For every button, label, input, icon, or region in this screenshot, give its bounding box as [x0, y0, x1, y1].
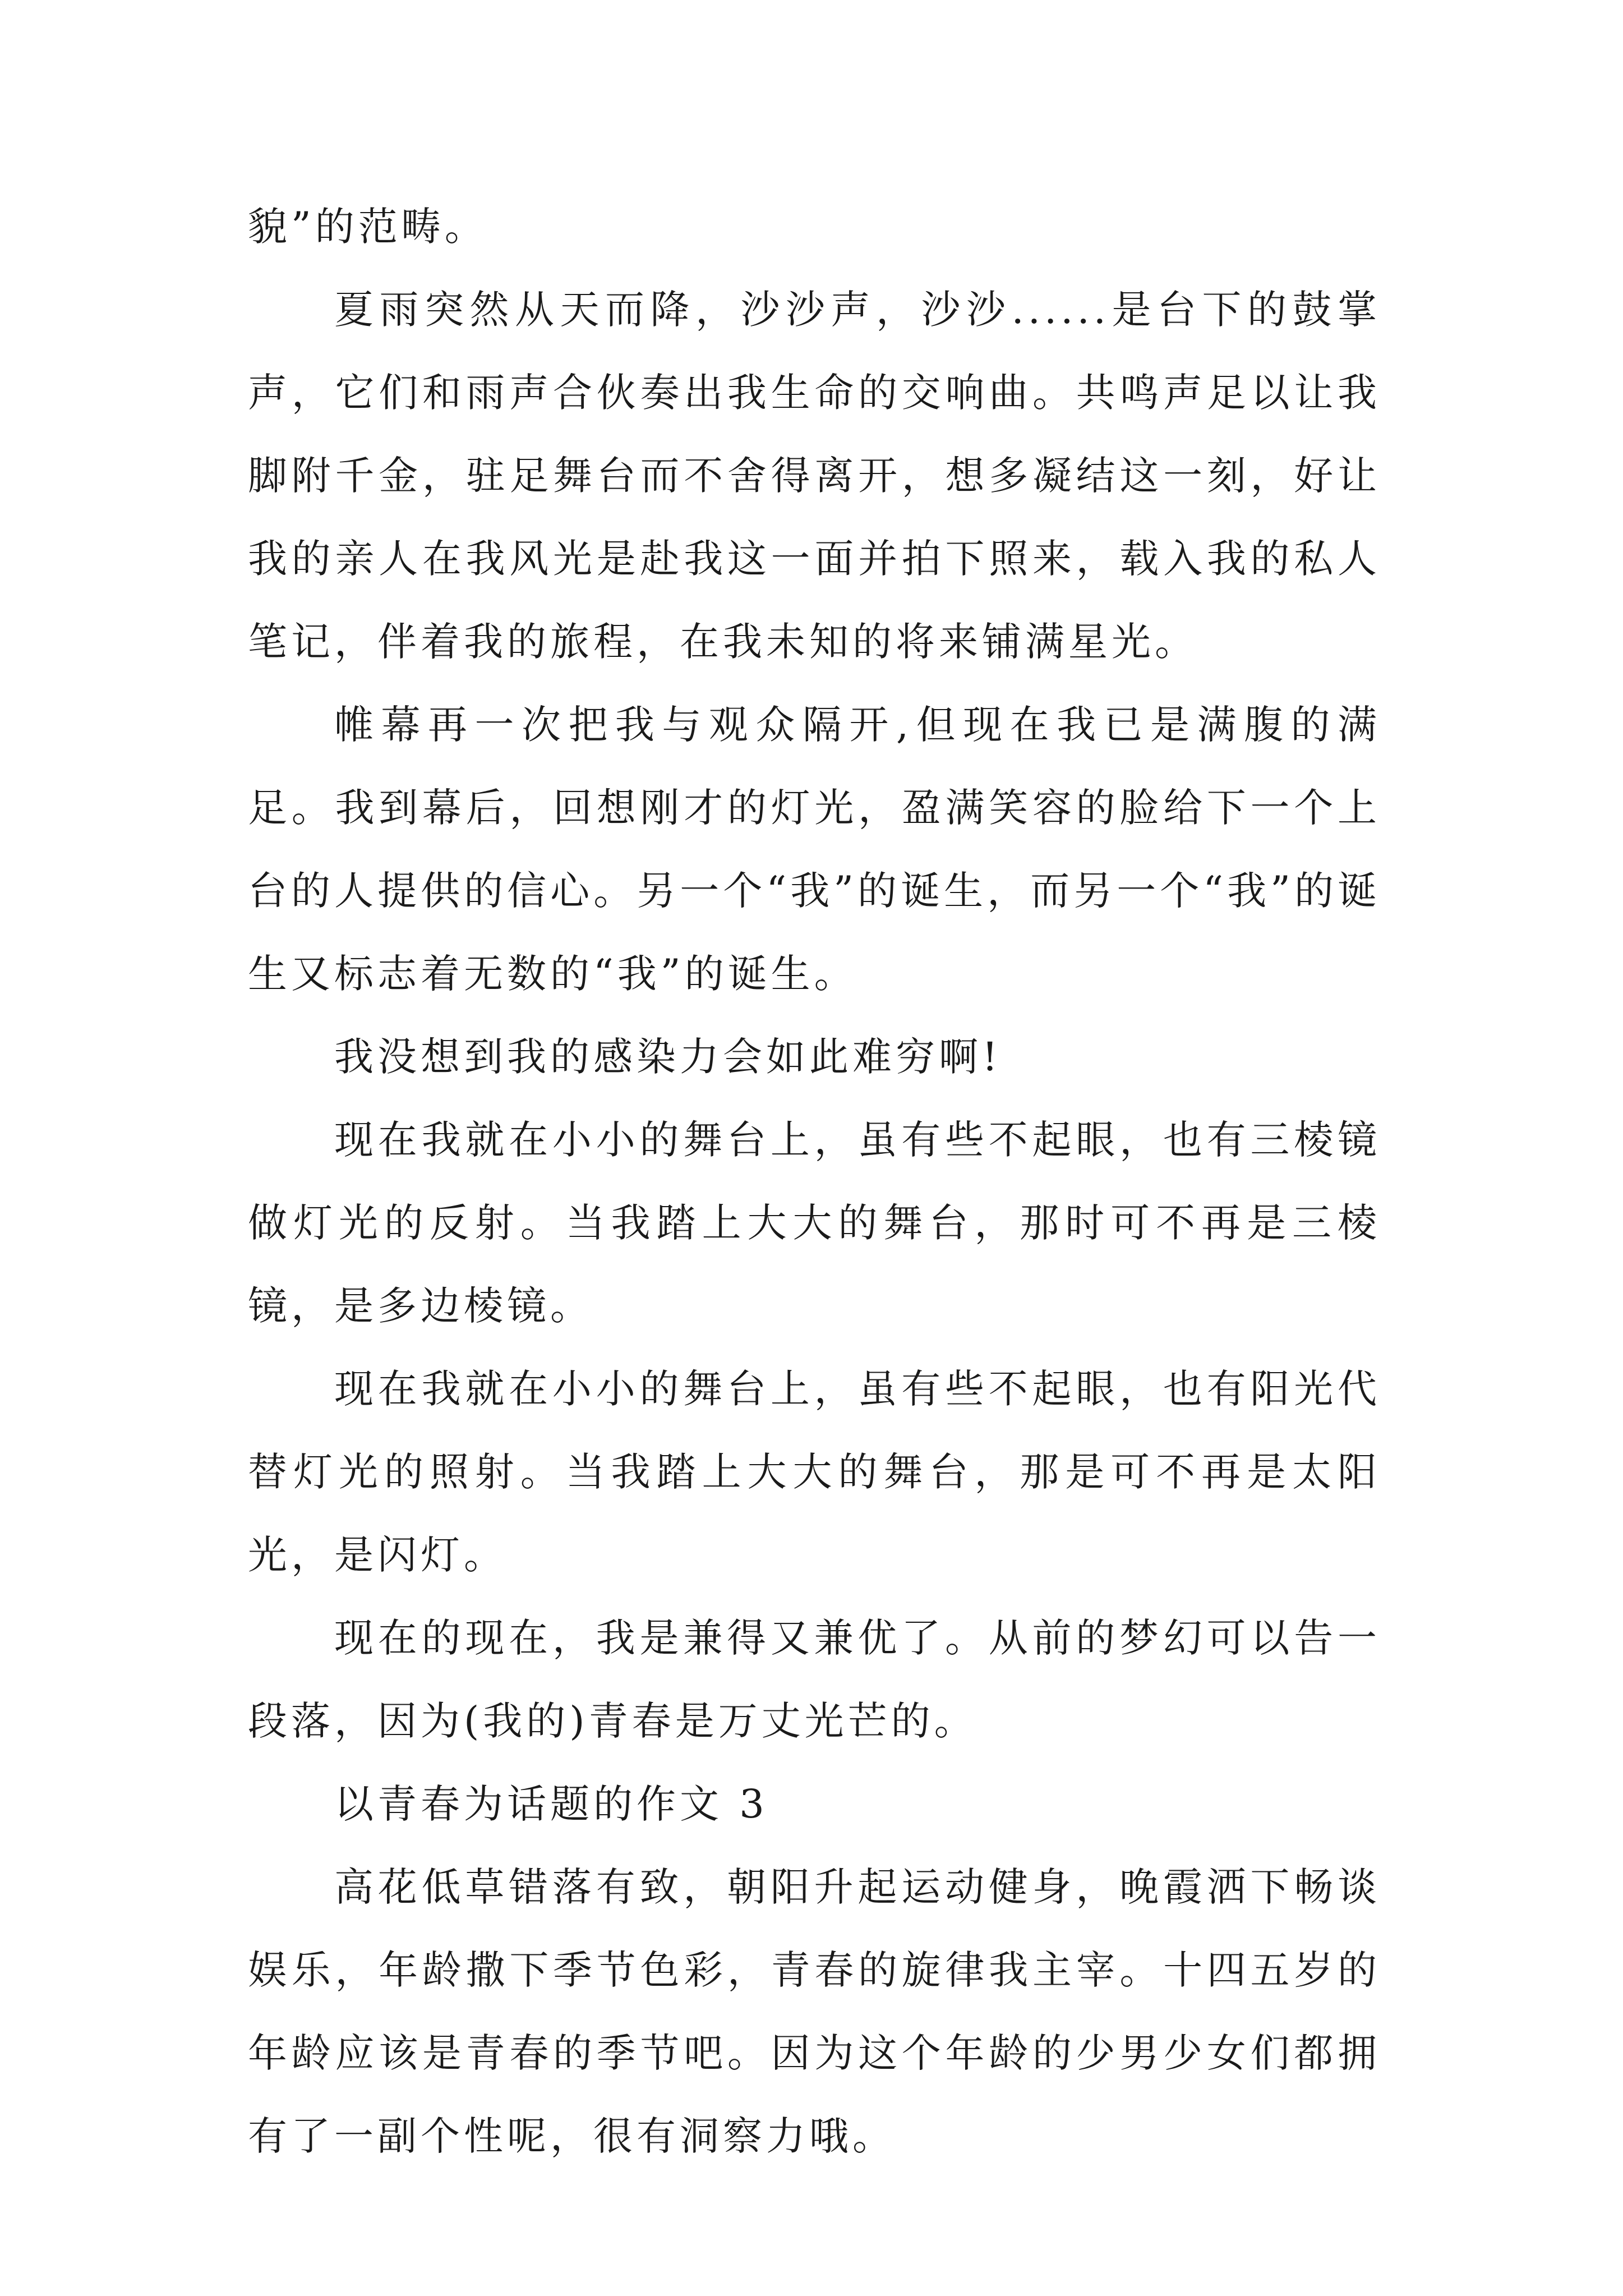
paragraph-summer-rain: 夏雨突然从天而降，沙沙声，沙沙......是台下的鼓掌声，它们和雨声合伙奏出我生命的交响曲。共鸣声足以让我脚附千金，驻足舞台而不舍得离开，想多凝结这一刻，好让我的亲人在我风光是赴我这一面并拍下照来，载入我的私人笔记，伴着我的旅程，在我未知的将来铺满星光。 [248, 287, 1381, 665]
paragraph-influence: 我没想到我的感染力会如此难穷啊! [334, 1034, 1002, 1080]
paragraph-sunlight: 现在我就在小小的舞台上，虽有些不起眼，也有阳光代替灯光的照射。当我踏上大大的舞台，那是可不再是太阳光，是闪灯。 [248, 1366, 1381, 1578]
document-body [248, 185, 1381, 2178]
paragraph-curtain: 帷幕再一次把我与观众隔开,但现在我已是满腹的满足。我到幕后，回想刚才的灯光，盈满笑容的脸给下一个上台的人提供的信心。另一个“我”的诞生，而另一个“我”的诞生又标志着无数的“我”的诞生。 [248, 702, 1381, 997]
paragraph-prism: 现在我就在小小的舞台上，虽有些不起眼，也有三棱镜做灯光的反射。当我踏上大大的舞台，那时可不再是三棱镜，是多边棱镜。 [248, 1117, 1381, 1329]
paragraph-present: 现在的现在，我是兼得又兼优了。从前的梦幻可以告一段落，因为(我的)青春是万丈光芒的。 [248, 1615, 1381, 1744]
section-heading: 以青春为话题的作文 3 [334, 1781, 768, 1827]
paragraph-youth-season: 高花低草错落有致，朝阳升起运动健身，晚霞洒下畅谈娱乐，年龄撒下季节色彩，青春的旋律我主宰。十四五岁的年龄应该是青春的季节吧。因为这个年龄的少男少女们都拥有了一副个性呢，很有洞察力哦。 [248, 1864, 1381, 2159]
paragraph-continuation: 貌”的范畴。 [248, 204, 488, 250]
